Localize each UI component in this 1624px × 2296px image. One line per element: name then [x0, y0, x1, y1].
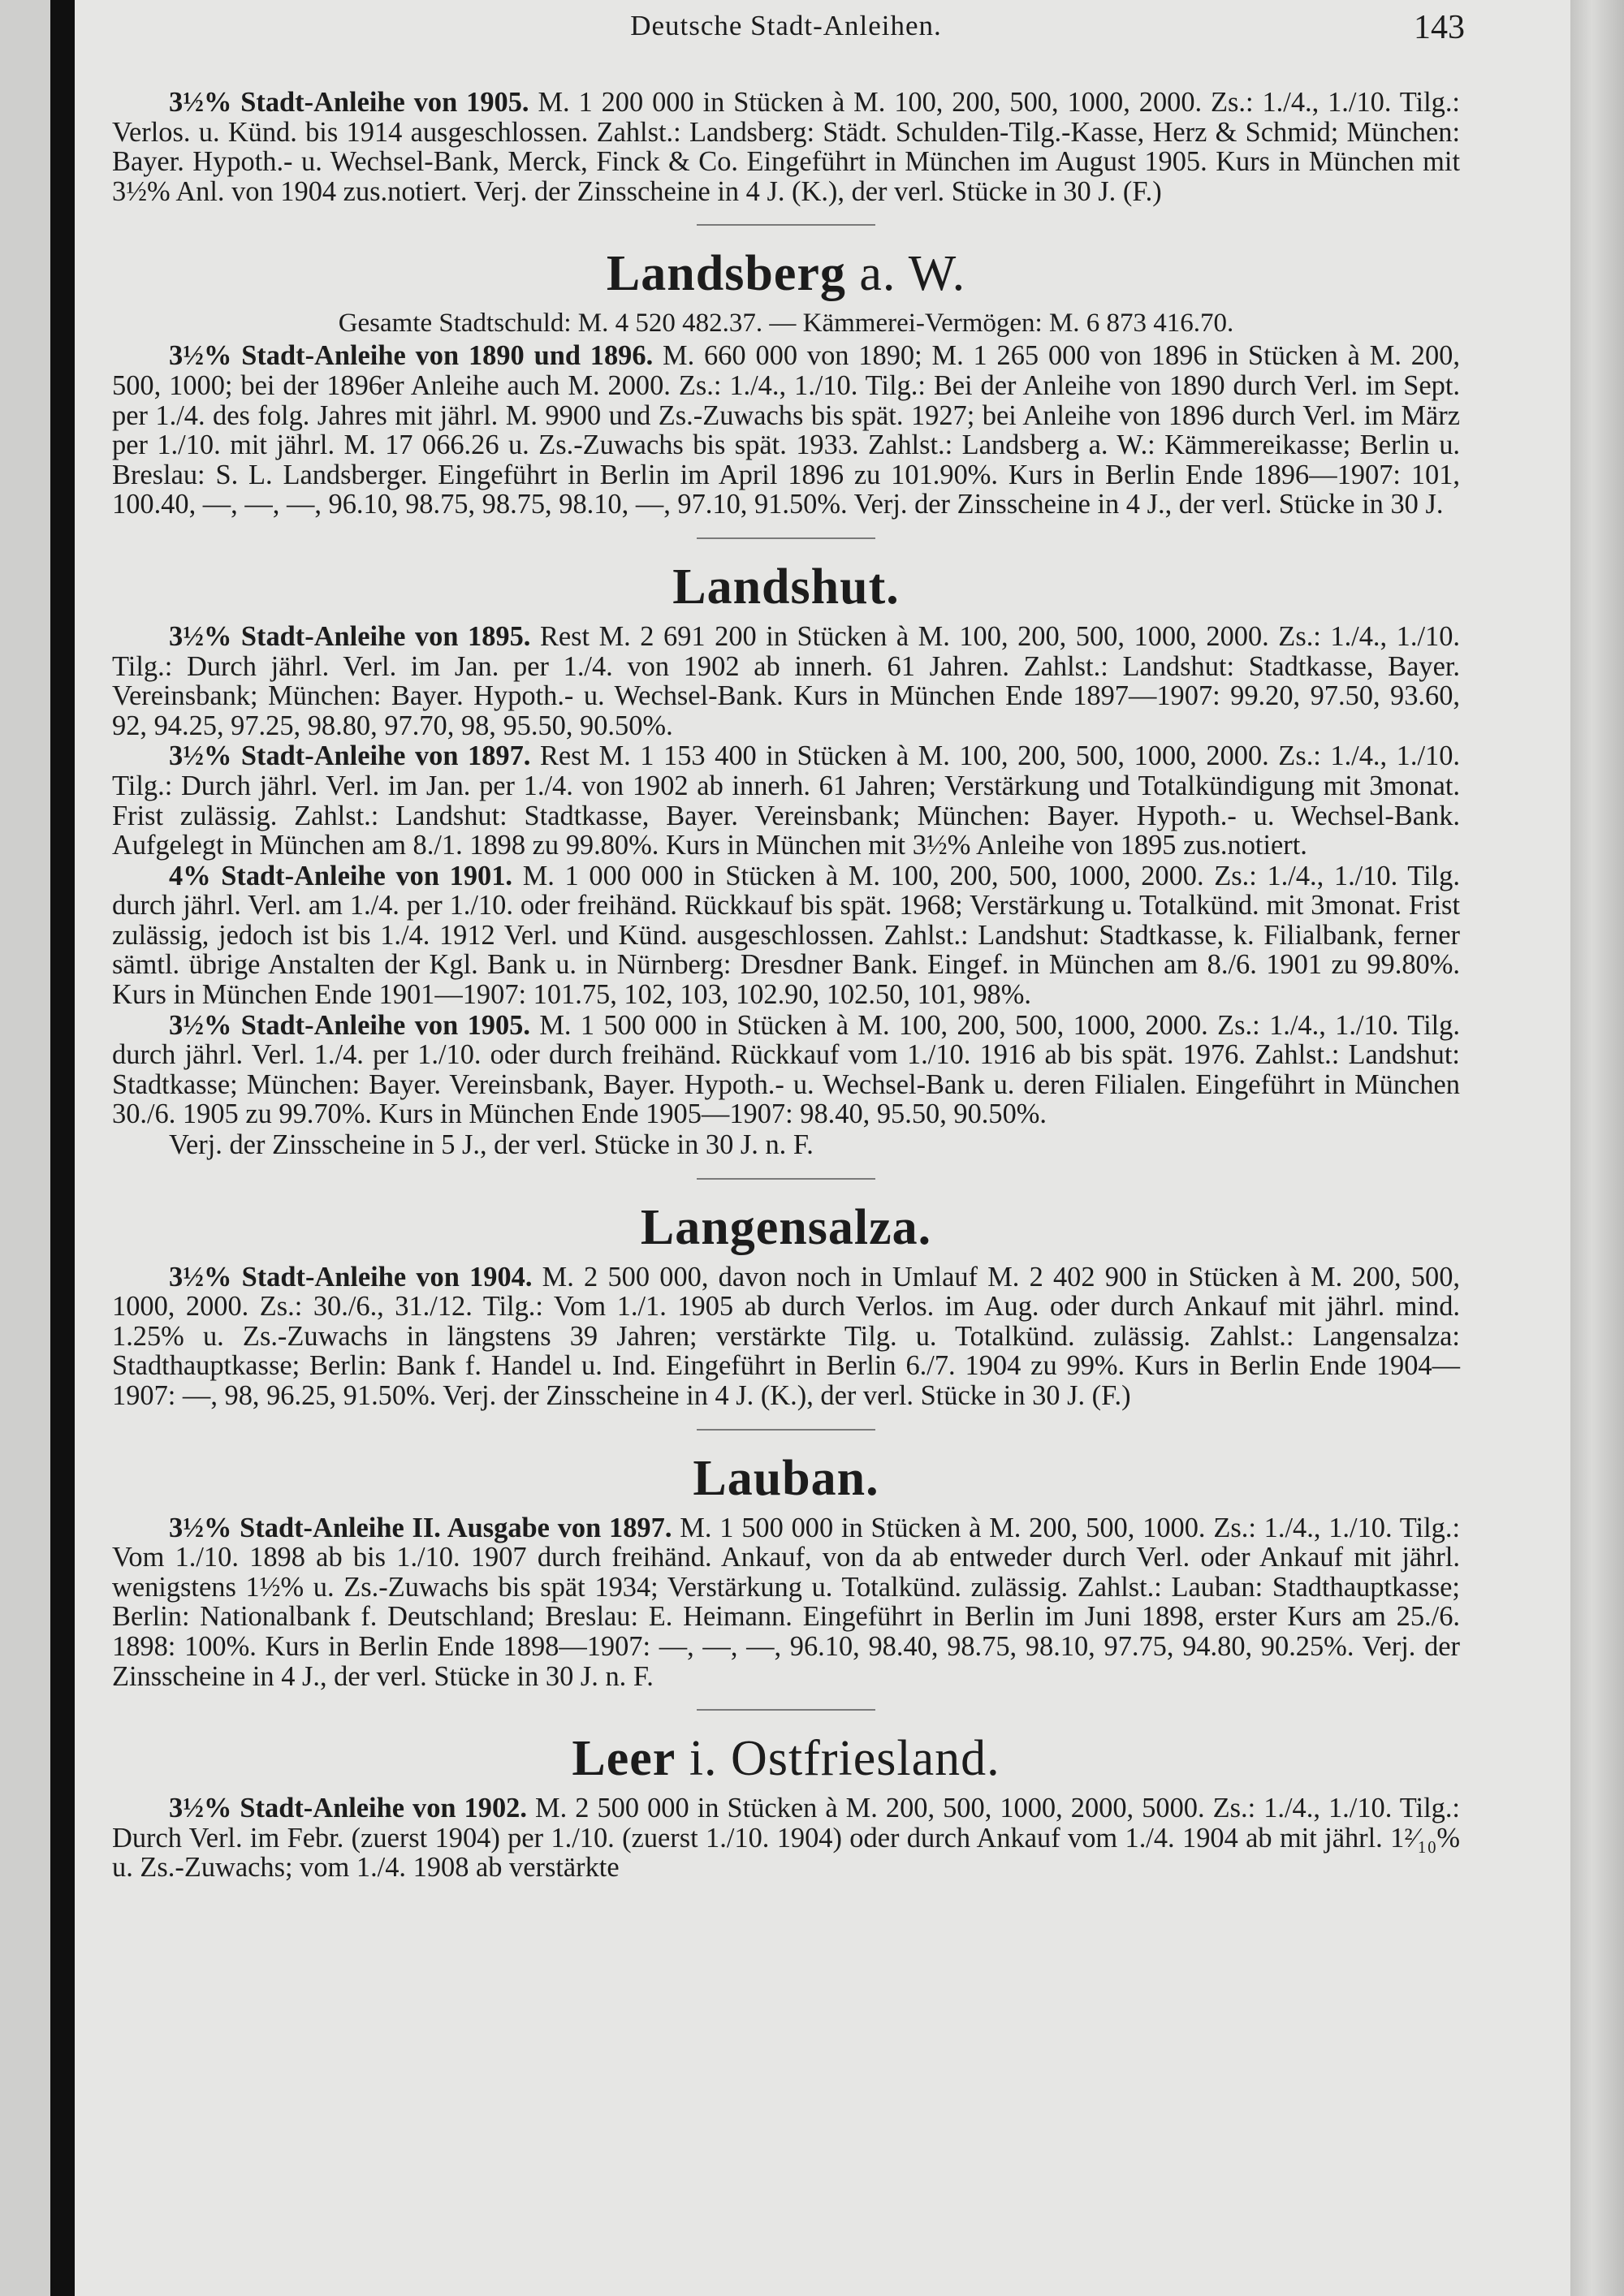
loan-heading: 3½% Stadt-Anleihe von 1902.	[169, 1793, 527, 1824]
loan-heading: 3½% Stadt-Anleihe von 1897.	[169, 740, 531, 772]
page-number: 143	[1414, 9, 1465, 46]
city-suffix: a. W.	[845, 246, 966, 302]
section-divider	[697, 1429, 875, 1431]
city-heading	[112, 247, 1460, 300]
scan-left-edge	[0, 0, 50, 2296]
binding-shadow	[50, 0, 75, 2296]
page-content	[112, 88, 1460, 1884]
city-suffix: i. Ostfriesland.	[676, 1731, 1000, 1787]
loan-entry	[112, 741, 1460, 860]
loan-entry	[112, 1793, 1460, 1883]
section-divider	[697, 1178, 875, 1180]
city-heading	[112, 1732, 1460, 1785]
loan-heading: 3½% Stadt-Anleihe von 1905.	[169, 87, 529, 118]
loan-text: M. 1 200 000 in Stücken à M. 100, 200, 500, 1000, 2000. Zs.: 1./4., 1./10. Tilg.: Verlos. u. Künd. bis 1914 ausgeschlossen. Zahlst.: Landsberg: Städt. Schulden-Tilg.-Kasse, Herz & Schmid; München: Bayer. Hypoth.- u. Wechsel-Bank, Merck, Finck & Co. Eingeführt in München im August 1905. Kurs in München mit 3½% Anl. von 1904 zus.notiert. Verj. der Zinsscheine in 4 J. (K.), der verl. Stücke in 30 J. (F.)	[112, 87, 1460, 207]
loan-text: Rest M. 2 691 200 in Stücken à M. 100, 200, 500, 1000, 2000. Zs.: 1./4., 1./10. Tilg.: Durch jährl. Verl. im Jan. per 1./4. von 1902 ab innerh. 61 Jahren. Zahlst.: Landshut: Stadtkasse, Bayer. Vereinsbank; München: Bayer. Hypoth.- u. Wechsel-Bank. Kurs in München Ende 1897—1907: 99.20, 97.50, 93.60, 92, 94.25, 97.25, 98.80, 97.70, 98, 95.50, 90.50%.	[112, 620, 1460, 741]
loan-heading: 4% Stadt-Anleihe von 1901.	[169, 860, 513, 891]
loan-text: M. 1 500 000 in Stücken à M. 200, 500, 1000. Zs.: 1./4., 1./10. Tilg.: Vom 1./10. 1898 ab bis 1./10. 1907 durch freihänd. Ankauf, von da ab entweder durch Verl. oder Ankauf mit jährl. wenigstens 1½% u. Zs.-Zuwachs bis spät 1934; Verstärkung u. Totalkünd. zulässig. Zahlst.: Lauban: Stadthauptkasse; Berlin: Nationalbank f. Deutschland; Breslau: E. Heimann. Eingeführt in Berlin im Juni 1898, erster Kurs am 25./6. 1898: 100%. Kurs in Berlin Ende 1898—1907: —, —, —, 96.10, 98.40, 98.75, 98.10, 97.75, 94.80, 90.25%. Verj. der Zinsscheine in 4 J., der verl. Stücke in 30 J. n. F.	[112, 1512, 1460, 1692]
loan-entry	[112, 341, 1460, 520]
page-header	[112, 9, 1465, 50]
city-name: Lauban.	[693, 1450, 879, 1506]
loan-heading: 3½% Stadt-Anleihe von 1890 und 1896.	[169, 340, 654, 372]
loan-text: M. 1 000 000 in Stücken à M. 100, 200, 500, 1000, 2000. Zs.: 1./4., 1./10. Tilg. durch jährl. Verl. am 1./4. per 1./10. oder freihänd. Rückkauf bis spät. 1968; Verstärkung u. Totalkünd. mit 3monat. Frist zulässig, jedoch ist bis 1./4. 1912 Verl. und Künd. ausgeschlossen. Zahlst.: Landshut: Stadtkasse, k. Filialbank, ferner sämtl. übrige Anstalten der Kgl. Bank u. in Nürnberg: Dresdner Bank. Eingef. in München am 8./6. 1901 zu 99.80%. Kurs in München Ende 1901—1907: 101.75, 102, 103, 102.90, 102.50, 101, 98%.	[112, 860, 1460, 1011]
loan-text: Rest M. 1 153 400 in Stücken à M. 100, 200, 500, 1000, 2000. Zs.: 1./4., 1./10. Tilg.: Durch jährl. Verl. im Jan. per 1./4. von 1902 ab innerh. 61 Jahren; Verstärkung und Totalkündigung mit 3monat. Frist zulässig. Zahlst.: Landshut: Stadtkasse, Bayer. Vereinsbank; München: Bayer. Hypoth.- u. Wechsel-Bank. Aufgelegt in München am 8./1. 1898 zu 99.80%. Kurs in München mit 3½% Anleihe von 1895 zus.notiert.	[112, 740, 1460, 861]
city-name: Landshut.	[672, 559, 900, 615]
loan-entry	[112, 1011, 1460, 1129]
loan-entry	[112, 1130, 1460, 1160]
debt-summary: Gesamte Stadtschuld: M. 4 520 482.37. — Kämmerei-Vermögen: M. 6 873 416.70.	[338, 309, 1234, 339]
city-heading	[112, 560, 1460, 614]
city-name: Leer	[572, 1731, 676, 1787]
city-name: Landsberg	[606, 246, 846, 302]
city-heading	[112, 1452, 1460, 1505]
loan-entry	[112, 622, 1460, 740]
running-title: Deutsche Stadt-Anleihen.	[630, 10, 942, 41]
loan-heading: 3½% Stadt-Anleihe von 1905.	[169, 1009, 530, 1041]
city-heading	[112, 1201, 1460, 1254]
loan-text: M. 2 500 000, davon noch in Umlauf M. 2 402 900 in Stücken à M. 200, 500, 1000, 2000. Zs.: 30./6., 31./12. Tilg.: Vom 1./1. 1905 ab durch Verlos. im Aug. oder durch Ankauf mit jährl. mind. 1.25% u. Zs.-Zuwachs in längstens 39 Jahren; verstärkte Tilg. u. Totalkünd. zulässig. Zahlst.: Langensalza: Stadthauptkasse; Berlin: Bank f. Handel u. Ind. Eingeführt in Berlin 6./7. 1904 zu 99%. Kurs in Berlin Ende 1904—1907: —, 98, 96.25, 91.50%. Verj. der Zinsscheine in 4 J. (K.), der verl. Stücke in 30 J. (F.)	[112, 1261, 1460, 1411]
loan-entry	[112, 861, 1460, 1010]
city-name: Langensalza.	[640, 1199, 932, 1255]
scan-right-edge	[1570, 0, 1624, 2296]
loan-entry	[112, 1262, 1460, 1411]
document-page	[112, 0, 1465, 2296]
loan-text: M. 2 500 000 in Stücken à M. 200, 500, 1000, 2000, 5000. Zs.: 1./4., 1./10. Tilg.: Durch Verl. im Febr. (zuerst 1904) per 1./10. (zuerst 1./10. 1904) oder durch Ankauf vom 1./4. 1904 ab mit jährl. 1²⁄₁₀% u. Zs.-Zuwachs; vom 1./4. 1908 ab verstärkte	[112, 1793, 1460, 1884]
loan-entry	[112, 88, 1460, 206]
section-divider	[697, 537, 875, 539]
loan-entry	[112, 1513, 1460, 1692]
loan-heading: 3½% Stadt-Anleihe von 1904.	[169, 1261, 533, 1293]
loan-text: Verj. der Zinsscheine in 5 J., der verl. Stücke in 30 J. n. F.	[169, 1129, 814, 1161]
section-divider	[697, 1709, 875, 1711]
section-divider	[697, 224, 875, 226]
loan-heading: 3½% Stadt-Anleihe II. Ausgabe von 1897.	[169, 1512, 672, 1543]
loan-heading: 3½% Stadt-Anleihe von 1895.	[169, 620, 531, 652]
loan-text: M. 660 000 von 1890; M. 1 265 000 von 1896 in Stücken à M. 200, 500, 1000; bei der 1896er Anleihe auch M. 2000. Zs.: 1./4., 1./10. Tilg.: Bei der Anleihe von 1890 durch Verl. im Sept. per 1./4. des folg. Jahres mit jährl. M. 9900 und Zs.-Zuwachs bis spät. 1927; bei Anleihe von 1896 durch Verl. im März per 1./10. mit jährl. M. 17 066.26 u. Zs.-Zuwachs bis spät. 1933. Zahlst.: Landsberg a. W.: Kämmereikasse; Berlin u. Breslau: S. L. Landsberger. Eingeführt in Berlin im April 1896 zu 101.90%. Kurs in Berlin Ende 1896—1907: 101, 100.40, —, —, —, 96.10, 98.75, 98.75, 98.10, —, 97.10, 91.50%. Verj. der Zinsscheine in 4 J., der verl. Stücke in 30 J.	[112, 340, 1460, 520]
loan-text: M. 1 500 000 in Stücken à M. 100, 200, 500, 1000, 2000. Zs.: 1./4., 1./10. Tilg. durch jährl. Verl. 1./4. per 1./10. oder durch freihänd. Rückkauf vom 1./10. 1916 ab bis spät. 1976. Zahlst.: Landshut: Stadtkasse; München: Bayer. Vereinsbank, Bayer. Hypoth.- u. Wechsel-Bank u. deren Filialen. Eingeführt in München 30./6. 1905 zu 99.70%. Kurs in München Ende 1905—1907: 98.40, 95.50, 90.50%.	[112, 1009, 1460, 1130]
